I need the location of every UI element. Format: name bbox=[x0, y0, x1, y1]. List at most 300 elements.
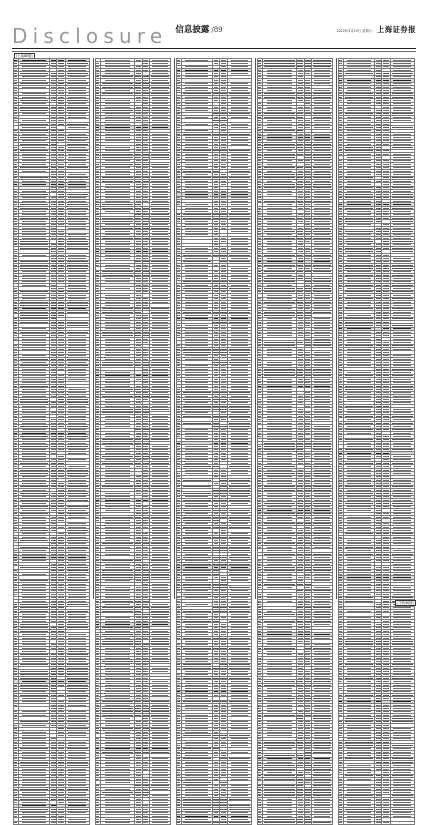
illegible-text bbox=[68, 285, 86, 286]
illegible-text bbox=[51, 90, 55, 91]
illegible-text bbox=[51, 110, 56, 111]
illegible-text bbox=[22, 335, 46, 336]
illegible-text bbox=[68, 234, 86, 235]
illegible-text bbox=[22, 66, 46, 67]
illegible-text bbox=[67, 194, 89, 195]
illegible-text bbox=[58, 93, 64, 94]
illegible-text bbox=[68, 298, 86, 299]
illegible-text bbox=[14, 244, 17, 245]
illegible-text bbox=[67, 107, 89, 108]
illegible-text bbox=[22, 171, 46, 172]
illegible-text bbox=[22, 134, 46, 135]
illegible-text bbox=[14, 103, 17, 104]
illegible-text bbox=[67, 83, 89, 84]
illegible-text bbox=[51, 93, 55, 94]
illegible-text bbox=[14, 90, 17, 91]
illegible-text bbox=[22, 160, 46, 161]
illegible-text bbox=[67, 302, 89, 303]
illegible-text bbox=[51, 238, 55, 239]
illegible-text bbox=[22, 184, 46, 185]
illegible-text bbox=[14, 208, 17, 209]
illegible-text bbox=[14, 120, 17, 121]
illegible-text bbox=[22, 214, 46, 215]
masthead bbox=[12, 20, 416, 46]
illegible-text bbox=[58, 103, 64, 104]
illegible-text bbox=[68, 224, 86, 225]
illegible-text bbox=[14, 322, 17, 323]
illegible-text bbox=[14, 134, 17, 135]
illegible-text bbox=[51, 137, 56, 138]
illegible-text bbox=[14, 66, 17, 67]
illegible-text bbox=[20, 315, 48, 316]
illegible-text bbox=[51, 302, 56, 303]
illegible-text bbox=[68, 228, 86, 229]
illegible-text bbox=[67, 268, 89, 269]
illegible-text bbox=[58, 295, 64, 296]
illegible-text bbox=[51, 258, 55, 259]
illegible-text bbox=[22, 278, 46, 279]
illegible-text bbox=[14, 194, 17, 195]
illegible-text bbox=[58, 164, 64, 165]
illegible-text bbox=[22, 255, 46, 256]
illegible-text bbox=[67, 204, 89, 205]
illegible-text bbox=[20, 332, 48, 333]
illegible-text bbox=[58, 332, 65, 333]
illegible-text bbox=[58, 275, 64, 276]
illegible-text bbox=[14, 302, 17, 303]
illegible-text bbox=[14, 63, 17, 64]
illegible-text bbox=[14, 332, 17, 333]
illegible-text bbox=[20, 100, 48, 101]
illegible-text bbox=[22, 157, 46, 158]
illegible-text bbox=[67, 150, 89, 151]
illegible-text bbox=[14, 291, 17, 292]
illegible-text bbox=[58, 291, 65, 292]
illegible-text bbox=[20, 305, 48, 306]
illegible-text bbox=[20, 144, 48, 145]
illegible-text bbox=[14, 164, 17, 165]
illegible-text bbox=[68, 278, 86, 279]
illegible-text bbox=[68, 238, 86, 239]
illegible-text bbox=[14, 255, 17, 256]
illegible-text bbox=[58, 100, 65, 101]
illegible-text bbox=[14, 214, 17, 215]
illegible-text bbox=[20, 124, 48, 125]
illegible-text bbox=[51, 174, 55, 175]
illegible-text bbox=[20, 265, 48, 266]
illegible-text bbox=[58, 221, 64, 222]
illegible-text bbox=[14, 107, 17, 108]
illegible-text bbox=[68, 80, 86, 81]
illegible-text bbox=[58, 140, 64, 141]
illegible-text bbox=[68, 181, 86, 182]
illegible-text bbox=[67, 144, 89, 145]
illegible-text bbox=[51, 328, 55, 329]
illegible-text bbox=[14, 150, 17, 151]
illegible-text bbox=[58, 208, 65, 209]
illegible-text bbox=[51, 134, 55, 135]
illegible-text bbox=[51, 255, 55, 256]
illegible-text bbox=[58, 234, 64, 235]
illegible-text bbox=[68, 127, 86, 128]
illegible-text bbox=[20, 244, 48, 245]
illegible-text bbox=[67, 332, 89, 333]
illegible-text bbox=[58, 204, 65, 205]
publication-date: 2022年4月23日 星期六 bbox=[337, 28, 373, 33]
illegible-text bbox=[58, 328, 64, 329]
illegible-text bbox=[51, 124, 56, 125]
illegible-text bbox=[68, 76, 86, 77]
illegible-text bbox=[14, 275, 17, 276]
illegible-text bbox=[67, 167, 89, 168]
illegible-text bbox=[58, 76, 64, 77]
illegible-text bbox=[51, 117, 55, 118]
illegible-text bbox=[68, 134, 86, 135]
illegible-text bbox=[20, 107, 48, 108]
illegible-text bbox=[58, 281, 64, 282]
illegible-text bbox=[14, 177, 17, 178]
illegible-text bbox=[51, 73, 56, 74]
illegible-text bbox=[68, 147, 86, 148]
illegible-text bbox=[51, 265, 56, 266]
illegible-text bbox=[67, 322, 89, 323]
illegible-text bbox=[14, 268, 17, 269]
illegible-text bbox=[58, 160, 64, 161]
illegible-text bbox=[51, 248, 56, 249]
illegible-text bbox=[20, 167, 48, 168]
illegible-text bbox=[20, 322, 48, 323]
illegible-text bbox=[68, 295, 86, 296]
illegible-text bbox=[51, 322, 56, 323]
illegible-text bbox=[22, 103, 46, 104]
illegible-text bbox=[58, 258, 64, 259]
illegible-text bbox=[20, 110, 48, 111]
illegible-text bbox=[68, 335, 86, 336]
illegible-text bbox=[14, 191, 17, 192]
illegible-text bbox=[68, 93, 86, 94]
illegible-text bbox=[58, 278, 64, 279]
illegible-text bbox=[51, 214, 55, 215]
illegible-text bbox=[22, 328, 46, 329]
illegible-text bbox=[51, 181, 55, 182]
illegible-text bbox=[20, 83, 48, 84]
illegible-text bbox=[22, 97, 46, 98]
illegible-text bbox=[20, 318, 48, 319]
illegible-text bbox=[20, 241, 48, 242]
illegible-text bbox=[14, 181, 17, 182]
header-rule-thin bbox=[12, 51, 416, 52]
illegible-text bbox=[58, 261, 65, 262]
illegible-text bbox=[22, 154, 46, 155]
illegible-text bbox=[51, 164, 55, 165]
illegible-text bbox=[51, 298, 55, 299]
illegible-text bbox=[14, 261, 17, 262]
illegible-text bbox=[20, 204, 48, 205]
illegible-text bbox=[68, 271, 86, 272]
illegible-text bbox=[58, 238, 64, 239]
illegible-text bbox=[22, 147, 46, 148]
illegible-text bbox=[14, 241, 17, 242]
illegible-text bbox=[58, 315, 65, 316]
illegible-text bbox=[20, 150, 48, 151]
illegible-text bbox=[14, 110, 17, 111]
illegible-text bbox=[51, 201, 55, 202]
illegible-text bbox=[14, 197, 17, 198]
illegible-text bbox=[22, 80, 46, 81]
illegible-text bbox=[58, 255, 64, 256]
illegible-text bbox=[58, 231, 64, 232]
illegible-text bbox=[67, 312, 89, 313]
illegible-text bbox=[14, 308, 17, 309]
illegible-text bbox=[58, 288, 64, 289]
illegible-text bbox=[14, 174, 17, 175]
illegible-text bbox=[68, 140, 86, 141]
illegible-text bbox=[67, 208, 89, 209]
illegible-text bbox=[51, 221, 55, 222]
illegible-text bbox=[67, 73, 89, 74]
illegible-text bbox=[14, 137, 17, 138]
illegible-text bbox=[58, 63, 65, 64]
illegible-text bbox=[22, 120, 46, 121]
illegible-text bbox=[58, 184, 64, 185]
illegible-text bbox=[58, 201, 64, 202]
illegible-text bbox=[58, 177, 65, 178]
illegible-text bbox=[58, 87, 64, 88]
illegible-text bbox=[68, 174, 86, 175]
illegible-text bbox=[58, 322, 65, 323]
illegible-text bbox=[51, 315, 56, 316]
illegible-text bbox=[22, 295, 46, 296]
illegible-text bbox=[51, 275, 55, 276]
illegible-text bbox=[58, 305, 65, 306]
illegible-text bbox=[58, 150, 65, 151]
illegible-text bbox=[14, 234, 17, 235]
illegible-text bbox=[20, 130, 48, 131]
illegible-text bbox=[58, 157, 64, 158]
illegible-text bbox=[51, 127, 55, 128]
illegible-text bbox=[51, 234, 55, 235]
illegible-text bbox=[68, 221, 86, 222]
illegible-text bbox=[14, 238, 17, 239]
illegible-text bbox=[14, 318, 17, 319]
illegible-text bbox=[14, 130, 17, 131]
illegible-text bbox=[14, 171, 17, 172]
illegible-text bbox=[58, 248, 65, 249]
illegible-text bbox=[68, 211, 86, 212]
illegible-text bbox=[22, 201, 46, 202]
illegible-text bbox=[58, 171, 64, 172]
illegible-text bbox=[67, 291, 89, 292]
illegible-text bbox=[58, 335, 64, 336]
illegible-text bbox=[22, 308, 46, 309]
illegible-text bbox=[67, 305, 89, 306]
illegible-text bbox=[14, 271, 17, 272]
section-title-text: 信息披露 bbox=[175, 25, 209, 35]
illegible-text bbox=[51, 291, 56, 292]
illegible-text bbox=[22, 113, 46, 114]
illegible-text bbox=[14, 325, 17, 326]
illegible-text bbox=[51, 120, 55, 121]
illegible-text bbox=[51, 154, 55, 155]
illegible-text bbox=[51, 325, 56, 326]
illegible-text bbox=[14, 339, 17, 340]
illegible-text bbox=[20, 218, 48, 219]
illegible-text bbox=[51, 177, 56, 178]
illegible-text bbox=[22, 231, 46, 232]
illegible-text bbox=[14, 231, 17, 232]
illegible-text bbox=[67, 137, 89, 138]
illegible-text bbox=[58, 268, 65, 269]
illegible-text bbox=[51, 167, 56, 168]
illegible-text bbox=[14, 201, 17, 202]
illegible-text bbox=[58, 110, 65, 111]
illegible-text bbox=[51, 97, 55, 98]
illegible-text bbox=[22, 224, 46, 225]
illegible-text bbox=[14, 160, 17, 161]
illegible-text bbox=[58, 241, 65, 242]
illegible-text bbox=[14, 113, 17, 114]
illegible-text bbox=[51, 332, 56, 333]
illegible-text bbox=[14, 80, 17, 81]
illegible-text bbox=[14, 295, 17, 296]
illegible-text bbox=[58, 214, 64, 215]
section-title bbox=[175, 24, 222, 36]
illegible-text bbox=[51, 187, 55, 188]
illegible-text bbox=[14, 167, 17, 168]
illegible-text bbox=[22, 191, 46, 192]
illegible-text bbox=[68, 97, 86, 98]
illegible-text bbox=[58, 80, 64, 81]
illegible-text bbox=[20, 177, 48, 178]
illegible-text bbox=[58, 120, 64, 121]
illegible-text bbox=[68, 154, 86, 155]
illegible-text bbox=[20, 291, 48, 292]
illegible-text bbox=[58, 73, 65, 74]
illegible-text bbox=[67, 244, 89, 245]
illegible-text bbox=[68, 281, 86, 282]
illegible-text bbox=[14, 258, 17, 259]
illegible-text bbox=[14, 251, 17, 252]
disclosure-table bbox=[13, 58, 90, 825]
illegible-text bbox=[14, 265, 17, 266]
illegible-text bbox=[58, 70, 64, 71]
illegible-text bbox=[14, 93, 17, 94]
illegible-text bbox=[58, 308, 64, 309]
illegible-text bbox=[58, 211, 64, 212]
illegible-text bbox=[68, 113, 86, 114]
illegible-text bbox=[14, 228, 17, 229]
illegible-text bbox=[20, 63, 48, 64]
illegible-text bbox=[68, 70, 86, 71]
illegible-text bbox=[51, 285, 55, 286]
illegible-text bbox=[14, 60, 17, 61]
illegible-text bbox=[68, 201, 86, 202]
illegible-text bbox=[22, 60, 46, 61]
illegible-text bbox=[68, 288, 86, 289]
illegible-text bbox=[51, 171, 55, 172]
illegible-text bbox=[20, 137, 48, 138]
illegible-text bbox=[22, 164, 46, 165]
illegible-text bbox=[20, 73, 48, 74]
illegible-text bbox=[58, 167, 65, 168]
illegible-text bbox=[22, 339, 46, 340]
illegible-text bbox=[22, 181, 46, 182]
illegible-text bbox=[51, 100, 56, 101]
illegible-text bbox=[68, 275, 86, 276]
illegible-text bbox=[22, 87, 46, 88]
illegible-text bbox=[67, 100, 89, 101]
illegible-text bbox=[51, 191, 55, 192]
illegible-text bbox=[51, 113, 55, 114]
illegible-text bbox=[14, 218, 17, 219]
illegible-text bbox=[68, 103, 86, 104]
illegible-text bbox=[14, 278, 17, 279]
illegible-text bbox=[20, 194, 48, 195]
illegible-text bbox=[14, 298, 17, 299]
illegible-text bbox=[14, 73, 17, 74]
illegible-text bbox=[22, 234, 46, 235]
illegible-text bbox=[14, 154, 17, 155]
disclosure-listing-area bbox=[12, 58, 416, 599]
illegible-text bbox=[51, 231, 55, 232]
illegible-text bbox=[67, 241, 89, 242]
illegible-text bbox=[51, 130, 56, 131]
illegible-text bbox=[51, 160, 55, 161]
illegible-text bbox=[51, 204, 56, 205]
illegible-text bbox=[51, 312, 56, 313]
illegible-text bbox=[58, 325, 65, 326]
illegible-text bbox=[68, 255, 86, 256]
illegible-text bbox=[58, 312, 65, 313]
illegible-text bbox=[51, 87, 55, 88]
illegible-text bbox=[68, 197, 86, 198]
illegible-text bbox=[51, 251, 55, 252]
illegible-text bbox=[51, 107, 56, 108]
illegible-text bbox=[58, 90, 64, 91]
illegible-text bbox=[51, 144, 56, 145]
illegible-text bbox=[67, 124, 89, 125]
illegible-text bbox=[14, 140, 17, 141]
illegible-text bbox=[51, 80, 55, 81]
illegible-text bbox=[51, 278, 55, 279]
illegible-text bbox=[20, 248, 48, 249]
illegible-text bbox=[14, 288, 17, 289]
illegible-text bbox=[20, 208, 48, 209]
illegible-text bbox=[68, 187, 86, 188]
illegible-text bbox=[14, 83, 17, 84]
illegible-text bbox=[51, 218, 56, 219]
illegible-text bbox=[58, 298, 64, 299]
header-rule-thick bbox=[12, 48, 416, 49]
illegible-text bbox=[14, 70, 17, 71]
illegible-text bbox=[68, 160, 86, 161]
illegible-text bbox=[58, 302, 65, 303]
illegible-text bbox=[51, 184, 55, 185]
illegible-text bbox=[14, 224, 17, 225]
illegible-text bbox=[14, 312, 17, 313]
illegible-text bbox=[22, 275, 46, 276]
illegible-text bbox=[22, 76, 46, 77]
illegible-text bbox=[58, 174, 64, 175]
illegible-text bbox=[14, 117, 17, 118]
illegible-text bbox=[14, 281, 17, 282]
page-number: /89 bbox=[211, 26, 222, 34]
illegible-text bbox=[67, 110, 89, 111]
illegible-text bbox=[58, 181, 64, 182]
illegible-text bbox=[22, 140, 46, 141]
illegible-text bbox=[58, 218, 65, 219]
illegible-text bbox=[51, 157, 55, 158]
